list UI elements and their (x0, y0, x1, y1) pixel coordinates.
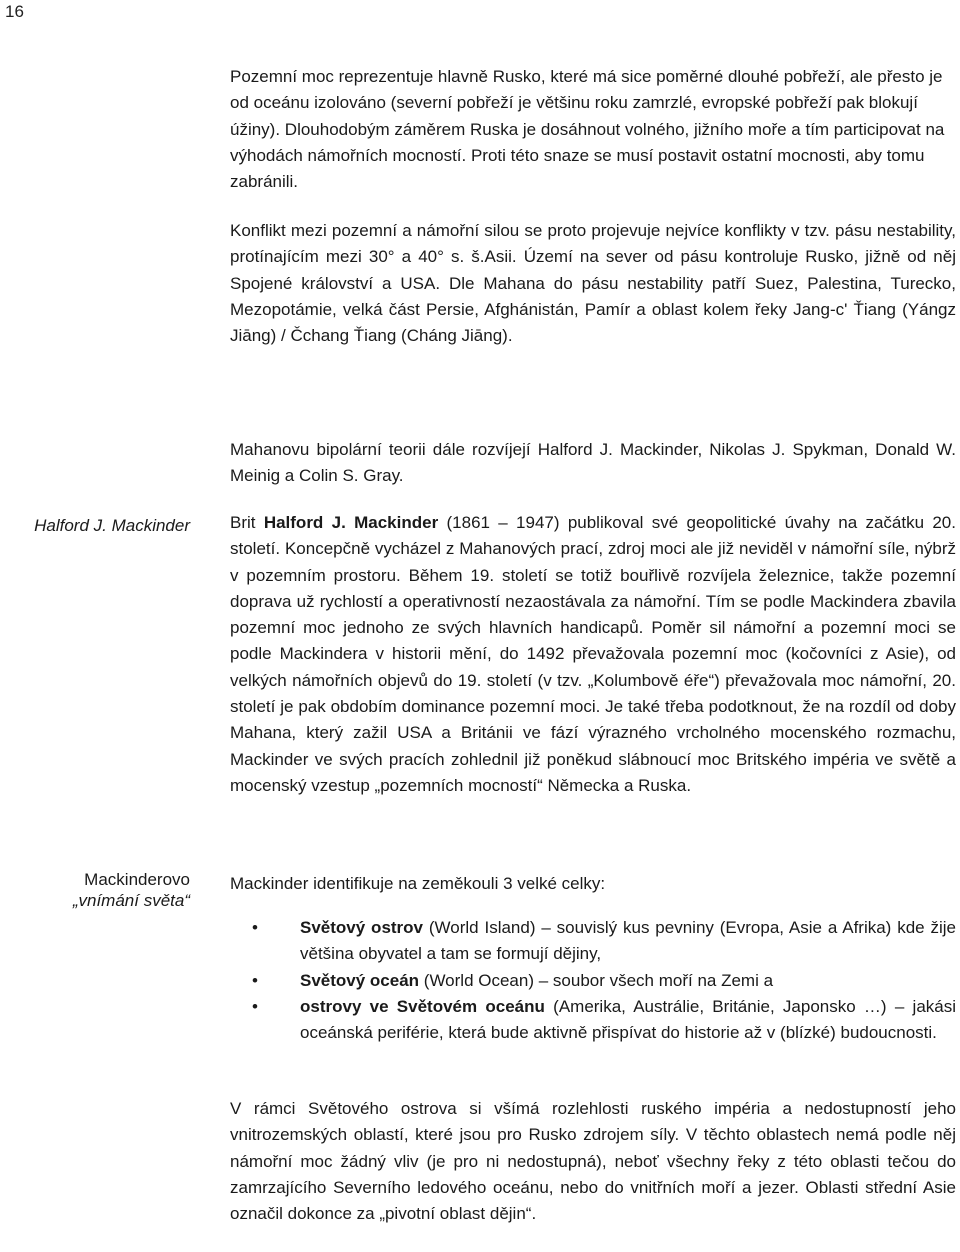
mackinder-name: Halford J. Mackinder (263, 513, 439, 532)
list-item (230, 915, 956, 968)
list-item-text: (World Island) – souvislý kus pevniny (Evropa, Asie a Afrika) kde žije většina obyvatel a tam se formují dějiny, (300, 918, 956, 964)
paragraph-instability-belt: Konflikt mezi pozemní a námořní silou se proto projevuje nejvíce konflikty v tzv. pásu nestability, protínajícím mezi 30° a 40° s. š.Asii. Území na sever od pásu kontroluje Rusko, jižně od něj Spojené království a USA. Dle Mahana do pásu nestability patří Suez, Palestina, Turecko, Mezopotámie, velká část Persie, Afghánistán, Pamír a oblast kolem řeky Jang-c' Ťiang (Yángz Jiāng) / Čchang Ťiang (Cháng Jiāng). (230, 221, 956, 346)
paragraph-land-power: Pozemní moc reprezentuje hlavně Rusko, které má sice poměrné dlouhé pobřeží, ale přesto je od oceánu izolováno (severní pobřeží je většinu roku zamrzlé, evropské pobřeží pak blokují úžiny). Dlouhodobým záměrem Ruska je dosáhnout volného, jižního moře a tím participovat na výhodách námořních mocností. Proti této snaze se musí postavit ostatní mocnosti, aby tomu zabránili. (230, 67, 945, 192)
margin-note-line-1: Mackinderovo (84, 870, 190, 889)
list-item-text: (World Ocean) – soubor všech moří na Zemi a (419, 970, 774, 990)
list-item-term: Světový ostrov (300, 918, 424, 937)
paragraph-three-units: Mackinder identifikuje na zeměkouli 3 velké celky: (230, 874, 606, 893)
list-item-term: Světový oceán (300, 970, 420, 990)
bullet-icon: • (252, 918, 258, 937)
margin-note-line-2: „vnímání světa“ (72, 891, 190, 910)
margin-note-mackinder: Halford J. Mackinder (34, 516, 190, 535)
paragraph-mackinder-bio (230, 510, 956, 799)
list-item (230, 994, 956, 1047)
bullet-icon: • (252, 996, 258, 1016)
list-item (230, 968, 956, 994)
page-number: 16 (5, 2, 24, 21)
bullet-list (230, 915, 956, 1046)
paragraph-bipolar-theory: Mahanovu bipolární teorii dále rozvíjejí Halford J. Mackinder, Nikolas J. Spykman, Donald W. Meinig a Colin S. Gray. (230, 440, 956, 486)
paragraph-world-island: V rámci Světového ostrova si všímá rozlehlosti ruského impéria a nedostupností jeho vnitrozemských oblastí, které jsou pro Rusko zdrojem síly. V těchto oblastech nemá podle něj námořní moc žádný vliv (je pro ni nedostupná), neboť všechny řeky z této oblasti tečou do zamrzajícího Severního ledového oceánu, nebo do vnitřních moří a jezer. Oblasti střední Asie označil dokonce za „pivotní oblast dějin“. (230, 1099, 956, 1224)
paragraph-rest: (1861 – 1947) publikoval své geopolitické úvahy na začátku 20. století. Koncepčně vycházel z Mahanových prací, zdroj moci ale již neviděl v námořní síle, nýbrž v pozemním prostoru. Během 19. století se totiž bouřlivě rozvíjela železnice, takže pozemní doprava už rychlostí a operativností nezaostávala za námořní. Tím se podle Mackindera zbavila pozemní moc jednoho ze svých hlavních handicapů. Poměr sil námořní a pozemní moci se podle Mackindera v historii mění, do 1492 převažovala pozemní moc (kočovníci z Asie), od velkých námořních objevů do 19. století (v tzv. „Kolumbově éře“) převažovala moc námořní, 20. století je pak obdobím dominance pozemní moci. Je také třeba podotknout, že na rozdíl od doby Mahana, který zažil USA a Británii ve fází výrazného vrcholného mocenského rozmachu, Mackinder ve svých pracích zohlednil již poněkud slábnoucí moc Britského impéria ve světě a mocenský vzestup „pozemních mocností“ Německa a Ruska. (230, 513, 956, 795)
list-item-term: ostrovy ve Světovém oceánu (300, 996, 545, 1016)
bullet-icon: • (252, 970, 258, 990)
paragraph-lead: Brit (230, 513, 264, 532)
list-item-text: (Amerika, Austrálie, Británie, Japonsko …) – jakási oceánská periférie, která bude aktivně přispívat do historie až v (blízké) budoucnosti. (300, 996, 957, 1043)
margin-note-world-view (14, 869, 190, 911)
